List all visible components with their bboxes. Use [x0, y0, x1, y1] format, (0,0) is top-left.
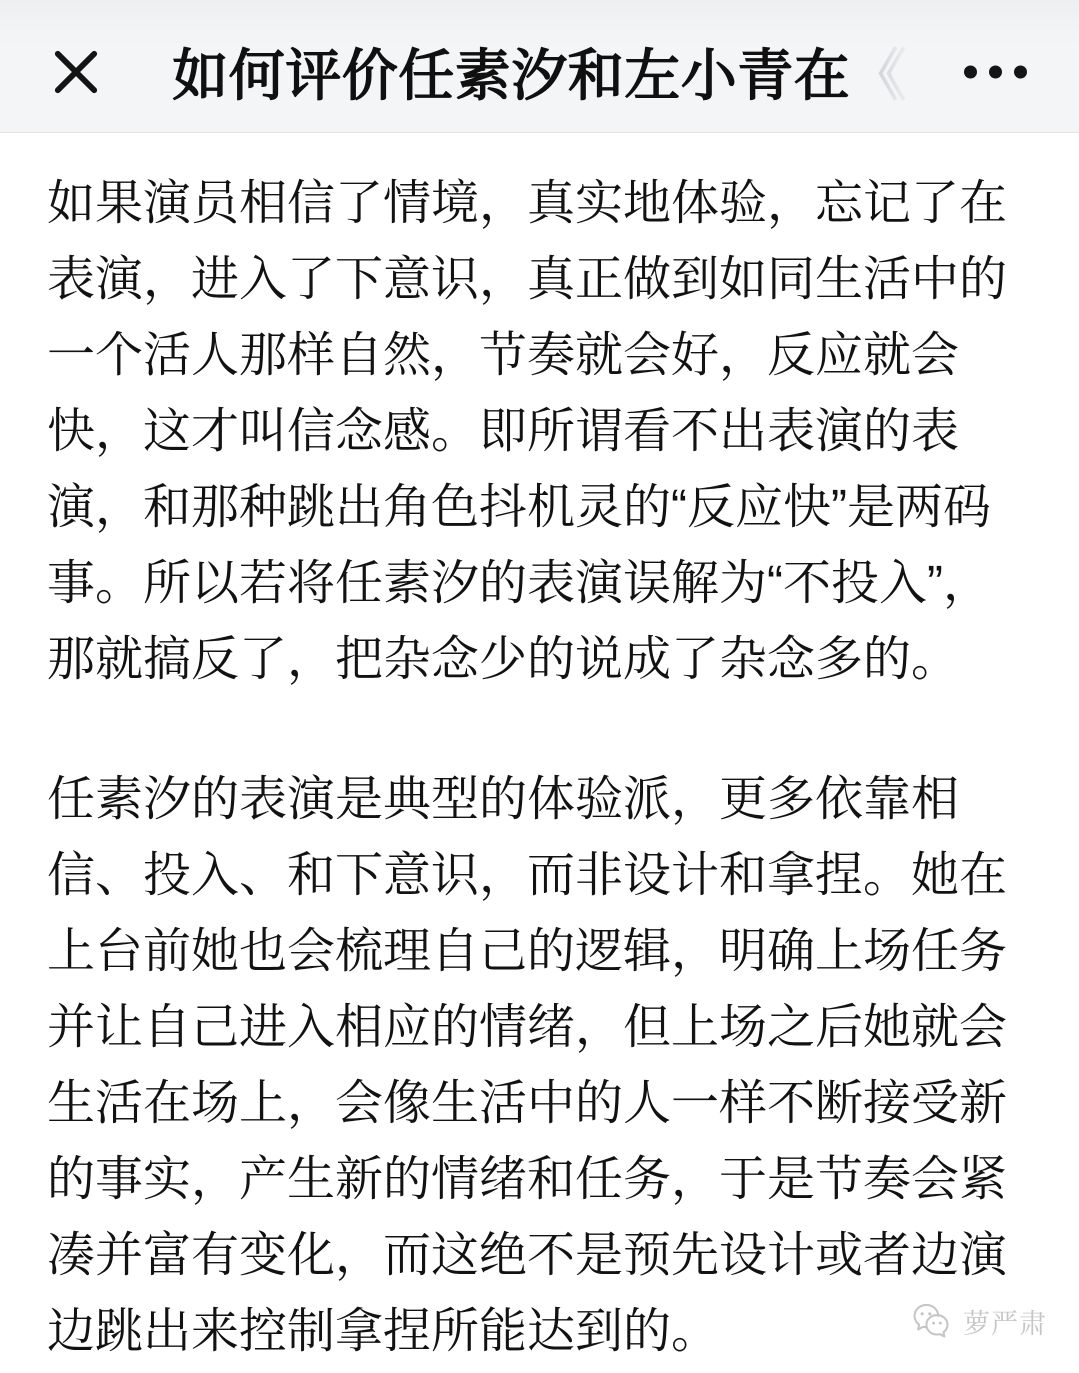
watermark-text: 萝严肃: [963, 1308, 1047, 1339]
article-titlebar: [0, 0, 1079, 133]
close-button[interactable]: [48, 44, 104, 100]
more-menu-button[interactable]: [954, 56, 1037, 89]
article-content: [0, 133, 1079, 1373]
article-title-overflow: 《: [850, 44, 907, 107]
brand-watermark: [912, 1299, 1047, 1343]
article-paragraph-2: 任素汐的表演是典型的体验派，更多依靠相信、投入、和下意识，而非设计和拿捏。她在上台前她也会梳理自己的逻辑，明确上场任务并让自己进入相应的情绪，但上场之后她就会生活在场上，会像生活中的人一样不断接受新的事实，产生新的情绪和任务，于是节奏会紧凑并富有变化，而这绝不是预先设计或者边演边跳出来控制拿捏所能达到的。: [47, 773, 1008, 1358]
article-title: [172, 32, 907, 112]
close-icon: [53, 49, 99, 95]
wechat-bubbles-icon: [912, 1299, 956, 1343]
article-paragraph-1: 如果演员相信了情境，真实地体验，忘记了在表演，进入了下意识，真正做到如同生活中的一个活人那样自然，节奏就会好，反应就会快，这才叫信念感。即所谓看不出表演的表演，和那种跳出角色抖机灵的“反应快”是两码事。所以若将任素汐的表演误解为“不投入”，那就搞反了，把杂念少的说成了杂念多的。: [47, 177, 1008, 686]
article-title-text: 如何评价任素汐和左小青在: [172, 44, 851, 107]
more-dots-icon: [964, 66, 1027, 79]
